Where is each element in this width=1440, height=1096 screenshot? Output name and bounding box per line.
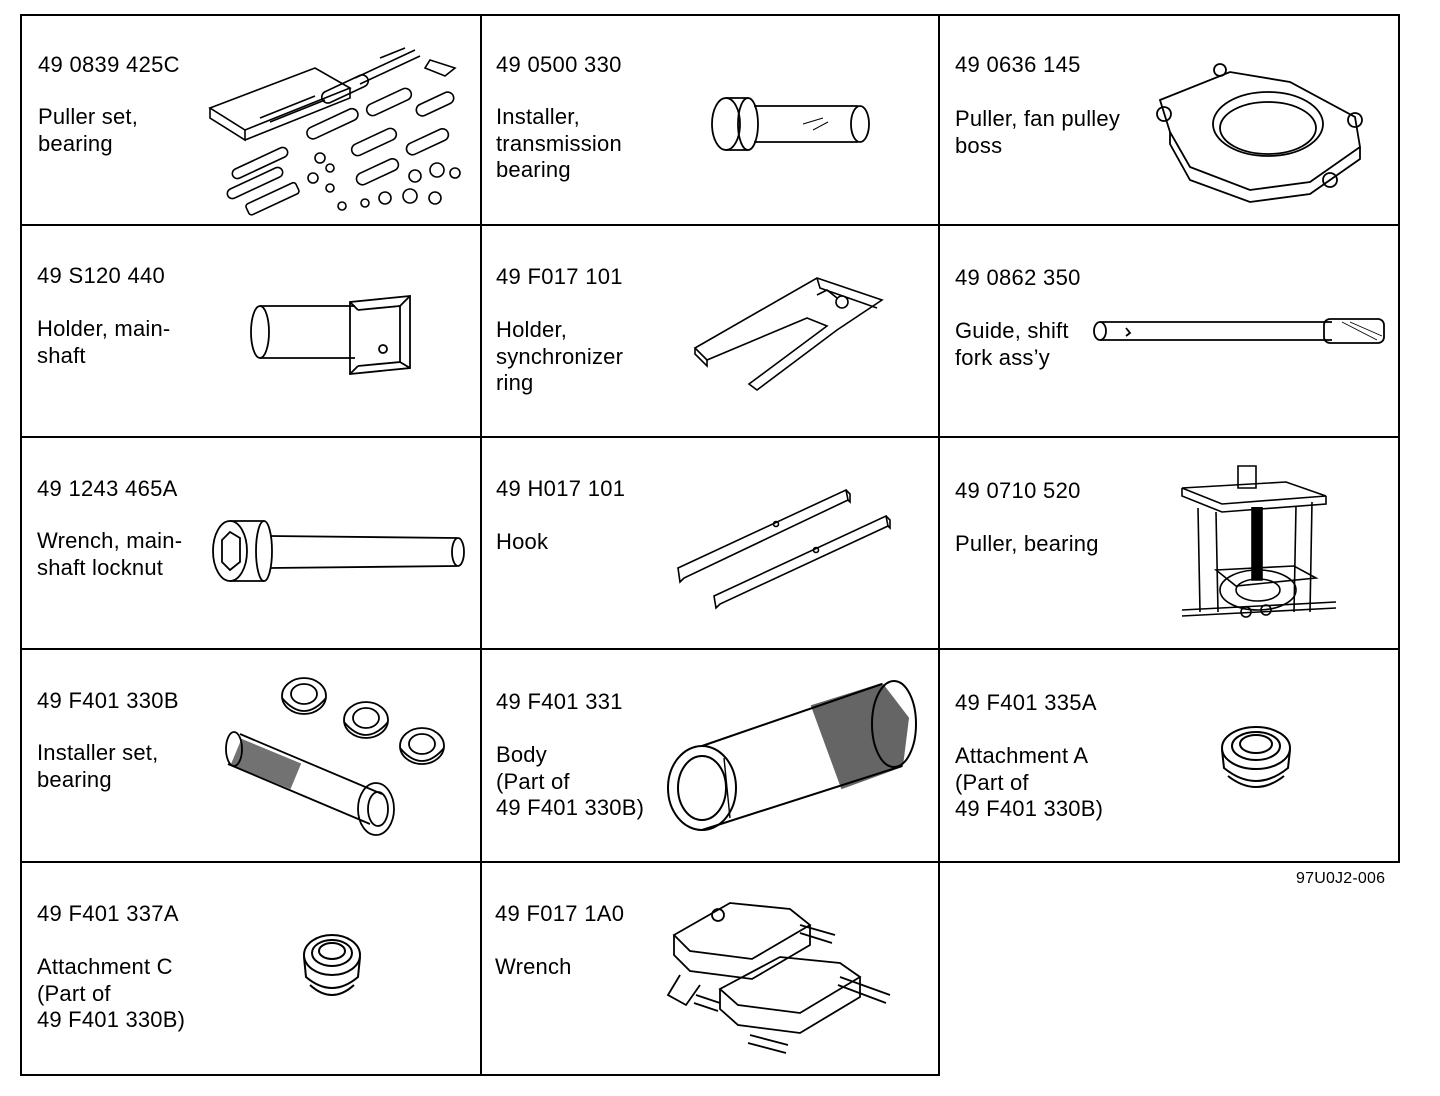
attachment-c-icon — [302, 933, 362, 1005]
tool-description: Wrench, main- shaft locknut — [37, 528, 183, 580]
part-number: 49 0636 145 — [955, 52, 1081, 77]
bearing-puller-set-icon — [205, 38, 475, 218]
tool-cell — [940, 16, 1398, 224]
tool-cell — [482, 226, 938, 436]
part-number: 49 F017 101 — [496, 264, 623, 289]
tool-cell — [22, 650, 480, 861]
tool-description: Installer set, bearing — [37, 740, 159, 792]
installer-set-icon — [222, 674, 462, 844]
part-number: 49 S120 440 — [37, 263, 166, 288]
tool-cell — [22, 863, 480, 1074]
tool-description: Wrench — [495, 954, 572, 979]
part-number: 49 F401 335A — [955, 690, 1097, 715]
grid-border-right — [1398, 14, 1400, 863]
tool-description: Attachment A (Part of 49 F401 330B) — [955, 743, 1104, 821]
attachment-a-icon — [1218, 724, 1294, 796]
tool-description: Attachment C (Part of 49 F401 330B) — [37, 954, 186, 1032]
part-number: 49 0500 330 — [496, 52, 622, 77]
tool-cell — [22, 438, 480, 648]
mainshaft-holder-icon — [250, 294, 425, 406]
bearing-puller-icon — [1176, 462, 1344, 628]
tool-cell — [940, 438, 1398, 648]
tool-cell — [940, 650, 1398, 861]
figure-id: 97U0J2-006 — [1296, 870, 1386, 887]
tool-description: Holder, main- shaft — [37, 316, 171, 368]
part-number: 49 F017 1A0 — [495, 901, 625, 926]
locknut-wrench-icon — [212, 518, 467, 584]
fan-pulley-puller-icon — [1150, 62, 1380, 202]
part-number: 49 H017 101 — [496, 476, 626, 501]
part-number: 49 F401 337A — [37, 901, 179, 926]
tool-description: Installer, transmission bearing — [496, 104, 622, 182]
tool-cell — [482, 650, 938, 861]
part-number: 49 0710 520 — [955, 478, 1081, 503]
part-number: 49 0839 425C — [38, 52, 180, 77]
bearing-installer-icon — [708, 94, 878, 156]
part-number: 49 0862 350 — [955, 265, 1081, 290]
tool-cell — [482, 438, 938, 648]
tool-cell — [22, 16, 480, 224]
part-number: 49 F401 330B — [37, 688, 179, 713]
wrench-block-icon — [660, 885, 910, 1055]
tool-cell — [482, 16, 938, 224]
tool-description: Body (Part of 49 F401 330B) — [496, 742, 645, 820]
tool-description: Puller, fan pulley boss — [955, 106, 1121, 158]
part-number: 49 F401 331 — [496, 689, 623, 714]
tool-description: Hook — [496, 529, 549, 554]
tool-cell — [940, 226, 1398, 436]
installer-body-icon — [662, 678, 922, 838]
tool-cell — [482, 863, 938, 1074]
synchronizer-ring-holder-icon — [687, 270, 892, 400]
hook-icon — [676, 486, 896, 608]
shift-fork-guide-icon — [1092, 318, 1394, 344]
tool-description: Holder, synchronizer ring — [496, 317, 624, 395]
tool-description: Guide, shift fork ass’y — [955, 318, 1069, 370]
tool-description: Puller set, bearing — [38, 104, 139, 156]
part-number: 49 1243 465A — [37, 476, 178, 501]
tool-description: Puller, bearing — [955, 531, 1099, 556]
tool-cell — [22, 226, 480, 436]
